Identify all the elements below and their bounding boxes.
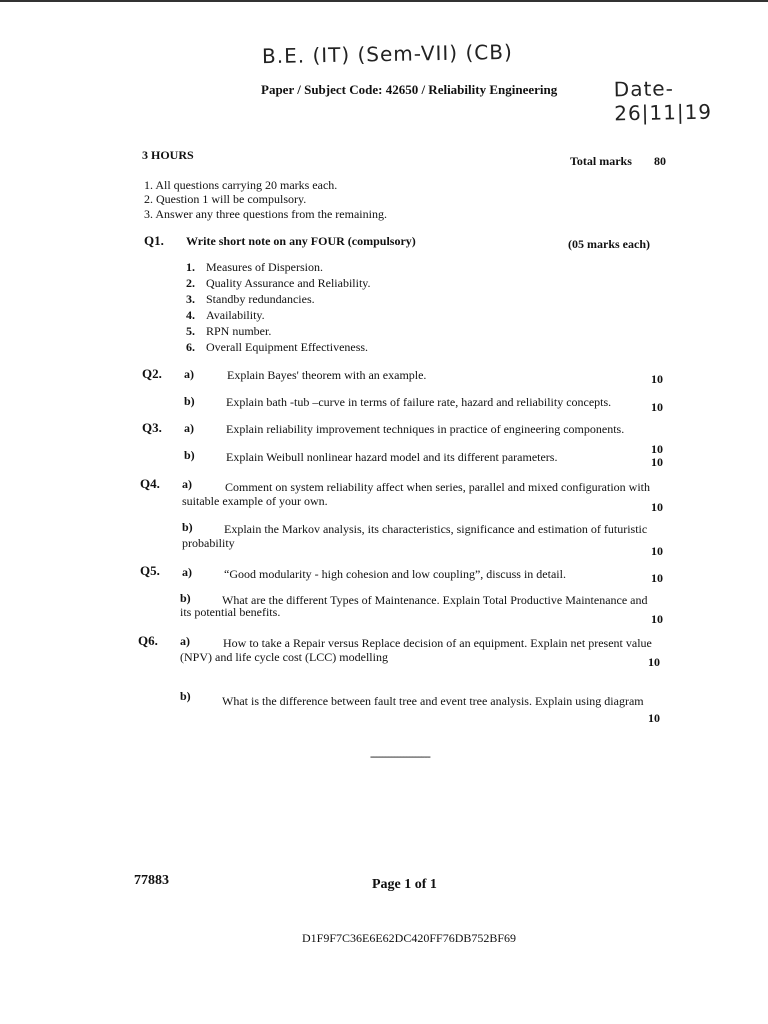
q1-item-number: 2. bbox=[186, 276, 195, 290]
q2a-label: a) bbox=[184, 367, 194, 381]
q4b-marks: 10 bbox=[651, 544, 663, 558]
q1-item-text: Overall Equipment Effectiveness. bbox=[206, 340, 369, 354]
q3b-text: Explain Weibull nonlinear hazard model and its different parameters. bbox=[226, 450, 558, 464]
q2b-text: Explain bath -tub –curve in terms of failure rate, hazard and reliability concepts. bbox=[226, 395, 612, 409]
q5a-label: a) bbox=[182, 565, 192, 579]
handwritten-course: B.E. (IT) (Sem-VII) (CB) bbox=[261, 39, 513, 69]
q3b-label: b) bbox=[184, 448, 195, 462]
q4a-marks: 10 bbox=[651, 500, 663, 514]
subject-line: Paper / Subject Code: 42650 / Reliability Engineering bbox=[261, 82, 558, 97]
q6-number: Q6. bbox=[138, 633, 158, 648]
q6a-text-line1: How to take a Repair versus Replace decision of an equipment. Explain net present value bbox=[223, 636, 652, 650]
q4b-text-line1: Explain the Markov analysis, its characteristics, significance and estimation of futuristic bbox=[224, 522, 648, 536]
q3a-label: a) bbox=[184, 421, 194, 435]
q5a-text: “Good modularity - high cohesion and low coupling”, discuss in detail. bbox=[224, 567, 566, 581]
q1-item bbox=[186, 260, 323, 275]
q5b-marks: 10 bbox=[651, 612, 663, 626]
duration: 3 HOURS bbox=[142, 148, 194, 162]
q1-number: Q1. bbox=[144, 233, 164, 248]
q1-item bbox=[186, 276, 371, 291]
paper-code: 77883 bbox=[134, 873, 169, 888]
q1-item-number: 6. bbox=[186, 340, 195, 354]
total-marks-value: 80 bbox=[654, 154, 666, 168]
q2a-marks: 10 bbox=[651, 372, 663, 386]
top-border-line bbox=[0, 0, 768, 2]
q2a-text: Explain Bayes' theorem with an example. bbox=[227, 368, 427, 382]
q2b-label: b) bbox=[184, 394, 195, 408]
q1-item-number: 3. bbox=[186, 292, 195, 306]
q1-item bbox=[186, 324, 271, 339]
q1-item-text: Availability. bbox=[206, 308, 265, 322]
handwritten-date: Date-26|11|19 bbox=[613, 76, 713, 126]
q3a-text: Explain reliability improvement techniques in practice of engineering components. bbox=[226, 422, 625, 436]
q1-item-text: Standby redundancies. bbox=[206, 292, 315, 306]
total-marks-label: Total marks bbox=[570, 154, 632, 168]
q5b-text-line1: What are the different Types of Maintenance. Explain Total Productive Maintenance and bbox=[222, 593, 648, 607]
q3a-marks: 10 bbox=[651, 442, 663, 456]
q1-item-number: 5. bbox=[186, 324, 195, 338]
q1-item-text: RPN number. bbox=[206, 324, 272, 338]
q4a-text-line1: Comment on system reliability affect when series, parallel and mixed configuration with bbox=[225, 480, 650, 494]
q1-item bbox=[186, 340, 368, 355]
q1-item-number: 4. bbox=[186, 308, 195, 322]
q5a-marks: 10 bbox=[651, 571, 663, 585]
q6b-text: What is the difference between fault tree and event tree analysis. Explain using diagram bbox=[222, 694, 644, 708]
q3b-marks: 10 bbox=[651, 455, 663, 469]
q4b-text-line2: probability bbox=[182, 536, 235, 550]
instruction-2: 2. Question 1 will be compulsory. bbox=[144, 192, 307, 206]
q5-number: Q5. bbox=[140, 563, 160, 578]
document-hash: D1F9F7C36E6E62DC420FF76DB752BF69 bbox=[302, 931, 517, 945]
q4a-text-line2: suitable example of your own. bbox=[182, 494, 328, 508]
q1-item-text: Quality Assurance and Reliability. bbox=[206, 276, 371, 290]
q4a-label: a) bbox=[182, 477, 192, 491]
q4b-label: b) bbox=[182, 520, 193, 534]
instruction-3: 3. Answer any three questions from the remaining. bbox=[144, 207, 387, 221]
q2b-marks: 10 bbox=[651, 400, 663, 414]
q4-number: Q4. bbox=[140, 476, 160, 491]
q6b-marks: 10 bbox=[648, 711, 660, 725]
q1-marks: (05 marks each) bbox=[568, 237, 650, 251]
instruction-1: 1. All questions carrying 20 marks each. bbox=[144, 178, 338, 192]
q6a-marks: 10 bbox=[648, 655, 660, 669]
q5b-label: b) bbox=[180, 591, 191, 605]
q2-number: Q2. bbox=[142, 366, 162, 381]
q6a-label: a) bbox=[180, 634, 190, 648]
page-number: Page 1 of 1 bbox=[372, 877, 437, 892]
q1-text: Write short note on any FOUR (compulsory) bbox=[186, 234, 416, 248]
q1-item bbox=[186, 308, 265, 323]
q3-number: Q3. bbox=[142, 420, 162, 435]
q6a-text-line2: (NPV) and life cycle cost (LCC) modelling bbox=[180, 650, 388, 664]
q5b-text-line2: its potential benefits. bbox=[180, 605, 281, 619]
q1-item-number: 1. bbox=[186, 260, 195, 274]
q1-item bbox=[186, 292, 315, 307]
q1-item-text: Measures of Dispersion. bbox=[206, 260, 323, 274]
q6b-label: b) bbox=[180, 689, 191, 703]
end-separator: -------------------- bbox=[370, 749, 430, 763]
